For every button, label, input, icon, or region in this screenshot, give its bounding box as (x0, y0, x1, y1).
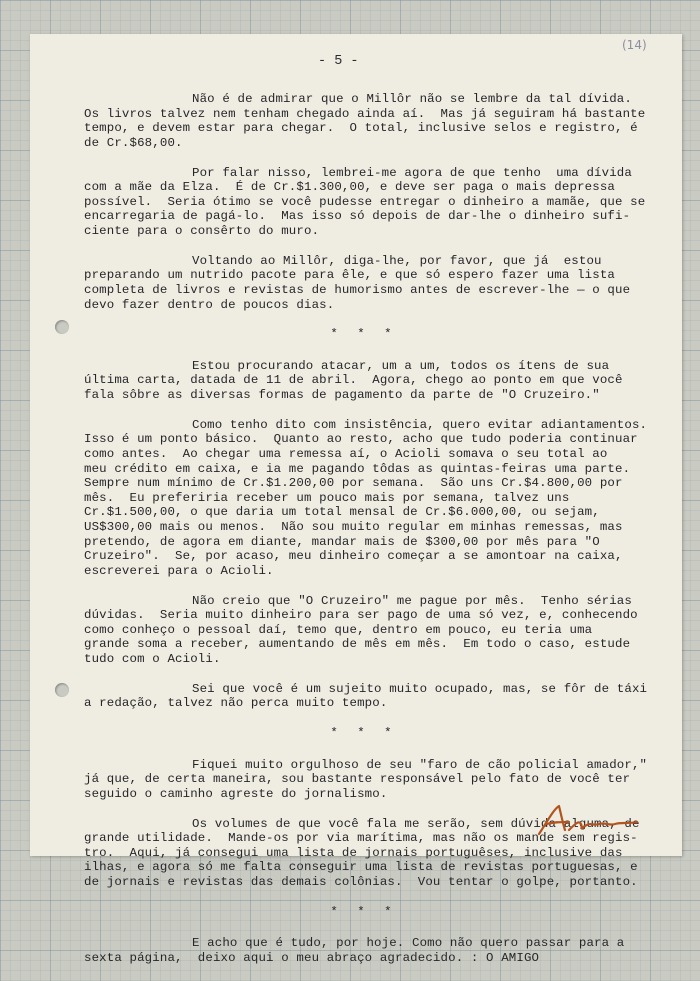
handwritten-signature (533, 800, 643, 840)
text-line: tudo com o Acioli. (84, 651, 221, 666)
text-line: sexta página, deixo aqui o meu abraço agradecido. : O AMIGO (84, 951, 540, 965)
text-line: Como tenho dito com insistência, quero evitar adiantamentos. (192, 417, 648, 432)
text-line: Os volumes de que você fala me serão, sem dúvida alguma, de (192, 816, 640, 831)
text-line: tro. Aqui, já consegui uma lista de jornais portuguêses, inclusive das (84, 845, 623, 860)
punch-hole-top (55, 320, 69, 334)
text-line: Não é de admirar que o Millôr não se lembre da tal dívida. (192, 92, 632, 106)
text-line: fala sôbre as diversas formas de pagamento da parte de "O Cruzeiro." (84, 388, 600, 403)
text-line: Sei que você é um sujeito muito ocupado, mas, se fôr de táxi (192, 681, 648, 696)
page-number: - 5 - (318, 54, 359, 69)
text-line: ilhas, e agora só me falta conseguir uma lista de revistas portuguesas, e (84, 860, 638, 875)
corner-annotation: (14) (622, 38, 647, 52)
text-line: Os livros talvez nem tenham chegado ainda aí. Mas já seguiram há bastante (84, 106, 646, 121)
text-line: Voltando ao Millôr, diga-lhe, por favor, que já estou (192, 253, 602, 268)
text-line: encarregaria de pagá-lo. Mas isso só depois de dar-lhe o dinheiro sufi- (84, 209, 631, 224)
text-line: US$300,00 mais ou menos. Não sou muito regular em minhas remessas, mas (84, 520, 623, 534)
text-line: como antes. Ao chegar uma remessa aí, o Acioli somava o seu total ao (84, 447, 608, 462)
text-line: última carta, datada de 11 de abril. Agora, chego ao ponto em que você (84, 373, 623, 388)
section-separator: * * * (330, 904, 398, 919)
text-line: de Cr.$68,00. (84, 135, 183, 150)
text-line: grande utilidade. Mande-os por via marítima, mas não os mande sem regis- (84, 831, 638, 846)
text-line: Isso é um ponto básico. Quanto ao resto, acho que tudo poderia continuar (84, 432, 638, 447)
text-line: Fiquei muito orgulhoso de seu "faro de cão policial amador," (192, 757, 648, 772)
text-line: Estou procurando atacar, um a um, todos os ítens de sua (192, 358, 610, 373)
text-line: escreverei para o Acioli. (84, 563, 274, 578)
paragraph (84, 681, 648, 711)
punch-hole-bottom (55, 683, 69, 697)
text-line: devo fazer dentro de poucos dias. (84, 297, 335, 312)
paragraph (84, 417, 648, 579)
letter-body (84, 92, 648, 981)
section-separator: * * * (330, 726, 398, 741)
text-line: tempo, e devem estar para chegar. O total, inclusive selos e registro, é (84, 121, 638, 136)
text-line: já que, de certa maneira, sou bastante responsável pelo fato de você ter (84, 772, 631, 787)
text-line: Não creio que "O Cruzeiro" me pague por mês. Tenho sérias (192, 593, 632, 608)
text-line: meu crédito em caixa, e ia me pagando tôdas as quintas-feiras uma parte. (84, 461, 631, 476)
text-line: Por falar nisso, lembrei-me agora de que tenho uma dívida (192, 165, 632, 180)
paragraph (84, 594, 644, 667)
section-separator: * * * (330, 327, 398, 342)
text-line: Cruzeiro". Se, por acaso, meu dinheiro começar a se amontoar na caixa, (84, 549, 623, 564)
letter-sheet (30, 34, 682, 965)
text-line: grande soma a receber, aumentando de mês em mês. Em todo o caso, estude (84, 637, 631, 652)
text-line: Cr.$1.500,00, o que daria um total mensal de Cr.$6.000,00, ou sejam, (84, 505, 600, 520)
paragraph (84, 254, 644, 312)
text-line: possível. Seria ótimo se você pudesse entregar o dinheiro a mamãe, que se (84, 194, 646, 209)
text-line: mês. Eu preferiria receber um pouco mais por semana, talvez uns (84, 490, 570, 505)
text-line: E acho que é tudo, por hoje. Como não quero passar para a (192, 936, 625, 951)
paragraph (84, 757, 648, 802)
paragraph (84, 166, 644, 239)
text-line: seguido o caminho agreste do jornalismo. (84, 786, 388, 801)
text-line: como conheço o pessoal daí, temo que, dentro em pouco, eu teria uma (84, 622, 593, 637)
text-line: preparando um nutrido pacote para êle, e que só espero fazer uma lista (84, 268, 615, 283)
paragraph (84, 936, 644, 965)
paragraph (84, 359, 644, 403)
paragraph (84, 92, 644, 150)
text-line: Sempre num mínimo de Cr.$1.200,00 por semana. São uns Cr.$4.800,00 por (84, 476, 623, 491)
text-line: completa de livros e revistas de humorismo antes de escrever-lhe — o que (84, 282, 631, 297)
text-line: dúvidas. Seria muito dinheiro para ser pago de uma só vez, e, conhecendo (84, 608, 638, 623)
text-line: ciente para o consêrto do muro. (84, 223, 320, 238)
text-line: de jornais e revistas das demais colônias. Vou tentar o golpe, portanto. (84, 875, 638, 890)
text-line: a redação, talvez não perca muito tempo. (84, 696, 388, 711)
text-line: com a mãe da Elza. É de Cr.$1.300,00, e deve ser paga o mais depressa (84, 180, 615, 195)
text-line: pretendo, de agora em diante, mandar mais de $300,00 por mês para "O (84, 534, 600, 549)
